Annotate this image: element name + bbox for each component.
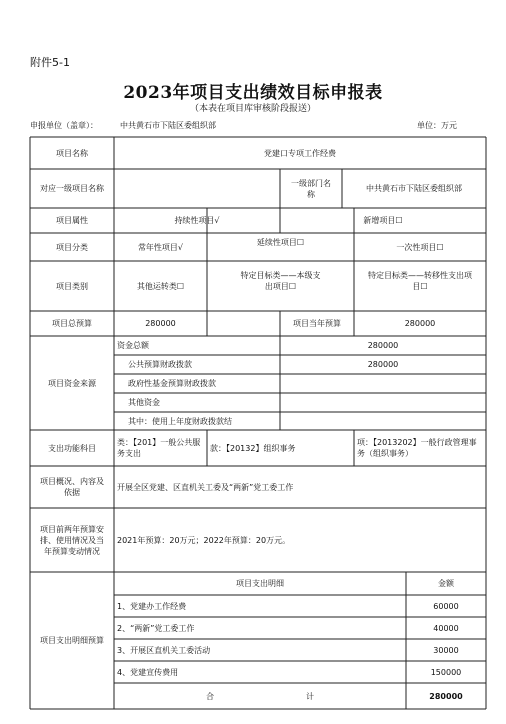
type-option-operations[interactable]: 其他运转类☐ [136, 281, 185, 291]
expense-detail-label: 项目支出明细预算 [40, 636, 104, 645]
project-category-label: 项目分类 [56, 242, 88, 252]
total-budget-label: 项目总预算 [52, 319, 92, 328]
applicant-name: 中共黄石市下陆区委组织部 [120, 121, 216, 130]
detail-item-amount: 40000 [433, 623, 459, 633]
fund-carryover-value [280, 412, 486, 430]
level1-project-value [114, 169, 280, 208]
budget-history-label: 项目前两年预算安排、使用情况及当年预算变动情况 [40, 524, 104, 556]
attribute-option-new[interactable]: 新增项目☐ [363, 216, 403, 225]
total-label-part2: 计 [306, 691, 314, 701]
type-option-local-special[interactable]: 特定目标类——本级支出项目☐ [240, 271, 321, 291]
funding-source-label: 项目资金来源 [48, 378, 96, 388]
project-attribute-label: 项目属性 [56, 216, 88, 225]
type-option-transfer-special[interactable]: 特定目标类——转移性支出项目☐ [368, 271, 472, 291]
fund-total-label: 资金总额 [117, 341, 149, 350]
budget-history-value: 2021年预算：20万元；2022年预算：20万元。 [117, 535, 291, 545]
fund-total-value: 280000 [367, 341, 399, 350]
detail-header-item: 项目支出明细 [236, 579, 284, 588]
category-option-recurring[interactable]: 常年性项目√ [137, 242, 184, 252]
detail-item-amount: 30000 [433, 645, 459, 655]
project-overview-label: 项目概况、内容及依据 [40, 477, 104, 497]
fund-gov-fund-value [280, 374, 486, 393]
category-option-continuing[interactable]: 延续性项目☐ [256, 237, 305, 247]
total-budget-value: 280000 [145, 319, 176, 328]
project-name-label: 项目名称 [56, 148, 88, 158]
attribute-option-ongoing[interactable]: 持续性项目√ [174, 216, 220, 225]
project-name-value: 党建口专项工作经费 [264, 148, 336, 158]
applicant-label: 申报单位（盖章）： [30, 121, 98, 130]
category-option-one-time[interactable]: 一次性项目☐ [396, 242, 444, 252]
level1-project-label: 对应一级项目名称 [40, 184, 104, 193]
fund-other-value [280, 393, 486, 412]
detail-header-amount: 金额 [438, 579, 454, 588]
level1-dept-label: 一级部门名称 [291, 178, 331, 199]
detail-item-name: 1、党建办工作经费 [117, 601, 187, 611]
page-subtitle: （本表在项目库审核阶段报送） [189, 104, 316, 114]
currency-unit: 单位：万元 [417, 121, 457, 130]
annual-budget-value: 280000 [404, 319, 436, 328]
detail-item-amount: 150000 [430, 667, 462, 677]
detail-item-name: 2、“两新”党工委工作 [117, 623, 195, 633]
attachment-label: 附件5-1 [30, 56, 70, 69]
total-label-part1: 合 [206, 691, 214, 701]
project-overview-value: 开展全区党建、区直机关工委及“两新”党工委工作 [117, 482, 294, 492]
fund-public-budget-label: 公共预算财政拨款 [128, 360, 192, 369]
level1-dept-value: 中共黄石市下陆区委组织部 [366, 184, 462, 193]
fund-other-label: 其他资金 [128, 398, 160, 407]
detail-item-name: 3、开展区直机关工委活动 [117, 645, 211, 655]
function-section: 款：【20132】组织事务 [210, 443, 296, 453]
annual-budget-label: 项目当年预算 [293, 319, 341, 328]
page-title: 2023年项目支出绩效目标申报表 [123, 83, 383, 103]
fund-carryover-label: 其中：使用上年度财政拨款结 [128, 416, 232, 426]
fund-gov-fund-label: 政府性基金预算财政拨款 [128, 379, 216, 388]
detail-item-name: 4、党建宣传费用 [117, 667, 179, 677]
fund-public-budget-value: 280000 [367, 360, 399, 369]
total-amount: 280000 [429, 691, 463, 701]
function-item: 项：【2013202】一般行政管理事务（组织事务） [357, 438, 477, 458]
detail-item-amount: 60000 [433, 601, 459, 611]
function-subject-label: 支出功能科目 [48, 443, 96, 453]
project-type-label: 项目类别 [56, 281, 88, 291]
function-class: 类：【201】一般公共服务支出 [117, 438, 201, 458]
